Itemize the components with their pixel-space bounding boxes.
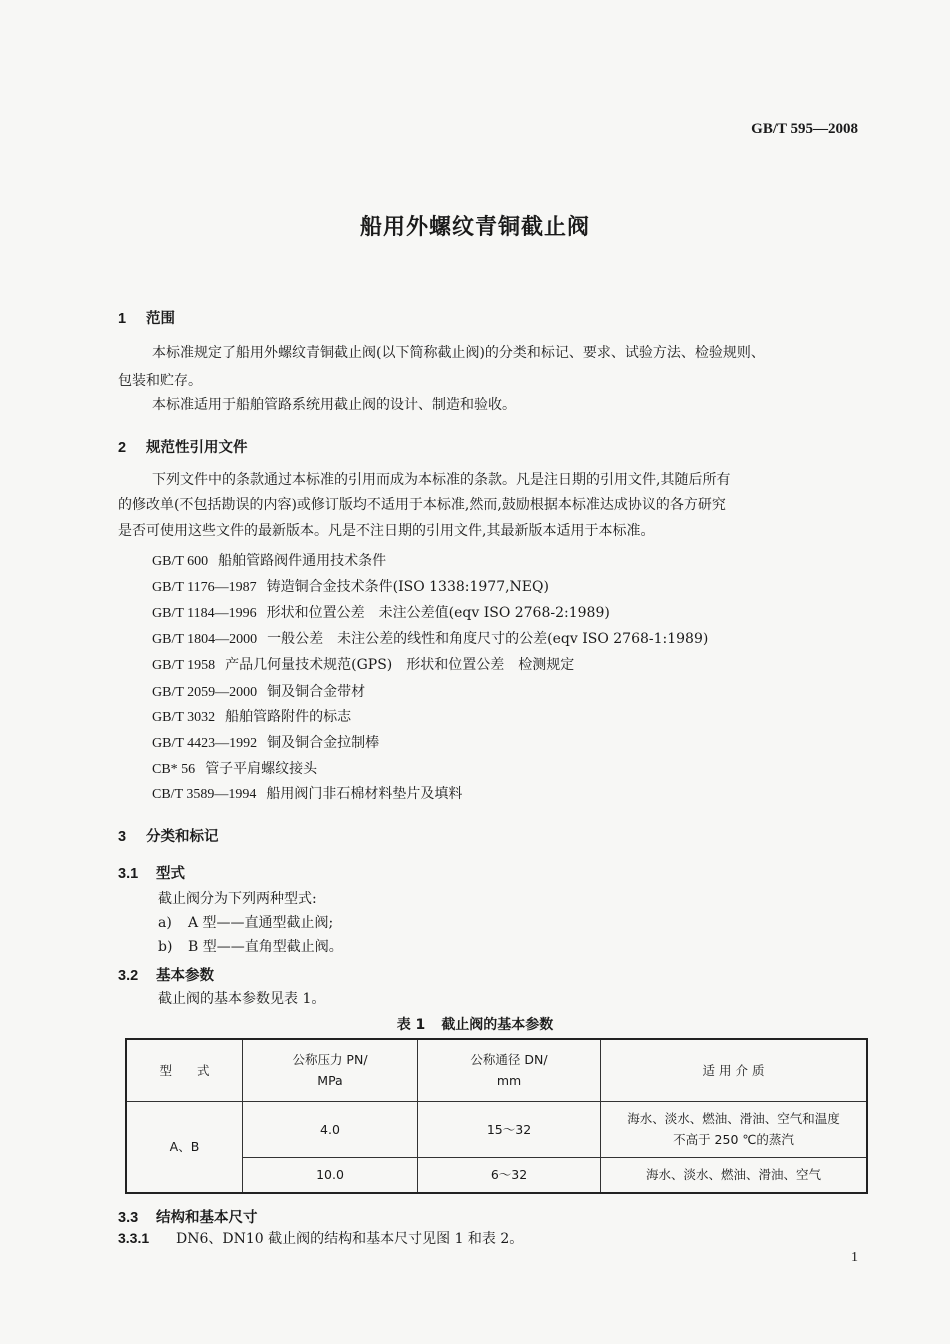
reference-code: GB/T 1958	[152, 658, 216, 673]
reference-item	[152, 681, 365, 701]
header-medium: 适 用 介 质	[601, 1039, 868, 1101]
section-title: 型式	[156, 866, 185, 882]
section-title: 结构和基本尺寸	[156, 1210, 258, 1226]
paragraph: 本标准适用于船舶管路系统用截止阀的设计、制造和验收。	[152, 397, 516, 413]
reference-code: GB/T 1804—2000	[152, 632, 258, 647]
paragraph: DN6、DN10 截止阀的结构和基本尺寸见图 1 和表 2。	[176, 1231, 524, 1247]
reference-title: 一般公差 未注公差的线性和角度尺寸的公差(eqv ISO 2768-1:1989)	[267, 631, 709, 647]
reference-code: CB* 56	[152, 762, 196, 777]
reference-item	[152, 576, 549, 596]
paragraph: 的修改单(不包括勘误的内容)或修订版均不适用于本标准,然而,鼓励根据本标准达成协议的各方研究	[118, 497, 726, 513]
subsection-3-2-heading	[118, 964, 214, 985]
paragraph: 截止阀分为下列两种型式:	[158, 891, 317, 907]
header-pn-line2: MPa	[317, 1073, 343, 1089]
reference-item	[152, 602, 610, 622]
basic-parameters-table	[125, 1038, 868, 1194]
list-text: A 型——直通型截止阀;	[188, 915, 334, 931]
reference-code: GB/T 2059—2000	[152, 685, 258, 700]
cell-medium-line1: 海水、淡水、燃油、滑油、空气和温度	[627, 1111, 840, 1126]
reference-title: 形状和位置公差 未注公差值(eqv ISO 2768-2:1989)	[266, 605, 610, 621]
cell-medium	[601, 1101, 868, 1157]
reference-item	[152, 758, 317, 778]
reference-code: GB/T 1184—1996	[152, 606, 257, 621]
header-pn-line1: 公称压力 PN/	[292, 1052, 368, 1068]
table-caption	[0, 1014, 950, 1034]
reference-code: GB/T 600	[152, 554, 209, 569]
cell-medium-line2: 不高于 250 ℃的蒸汽	[673, 1132, 794, 1147]
section-3-heading	[118, 825, 219, 846]
list-label: a)	[158, 915, 172, 931]
section-2-heading	[118, 436, 248, 457]
cell-pn: 10.0	[243, 1157, 418, 1193]
paragraph: 是否可使用这些文件的最新版本。凡是不注日期的引用文件,其最新版本适用于本标准。	[118, 523, 655, 539]
cell-medium: 海水、淡水、燃油、滑油、空气	[601, 1157, 868, 1193]
table-row	[126, 1101, 867, 1157]
reference-code: GB/T 1176—1987	[152, 580, 257, 595]
paragraph: 包装和贮存。	[118, 373, 202, 389]
reference-title: 船舶管路附件的标志	[225, 709, 352, 725]
section-number: 3.3.1	[118, 1230, 150, 1246]
list-label: b)	[158, 939, 173, 955]
section-title: 基本参数	[156, 968, 214, 984]
list-item	[158, 910, 333, 936]
reference-item	[152, 628, 708, 648]
section-title: 范围	[146, 311, 175, 327]
paragraph: 本标准规定了船用外螺纹青铜截止阀(以下简称截止阀)的分类和标记、要求、试验方法、检验规则、	[152, 345, 765, 361]
header-pn	[243, 1039, 418, 1101]
header-type: 型 式	[126, 1039, 243, 1101]
section-number: 3	[118, 829, 127, 845]
table-caption-text: 截止阀的基本参数	[441, 1017, 554, 1033]
section-number: 3.2	[118, 968, 139, 984]
paragraph: 截止阀的基本参数见表 1。	[158, 991, 326, 1007]
section-number: 3.1	[118, 866, 139, 882]
section-1-heading	[118, 307, 175, 328]
reference-code: GB/T 3032	[152, 710, 216, 725]
list-item	[158, 934, 343, 960]
section-title: 分类和标记	[146, 829, 219, 845]
reference-item	[152, 706, 351, 726]
standard-number: GB/T 595—2008	[751, 121, 858, 137]
reference-item	[152, 732, 379, 752]
reference-item	[152, 783, 462, 803]
section-number: 3.3	[118, 1210, 139, 1226]
reference-title: 铜及铜合金拉制棒	[267, 735, 380, 751]
paragraph: 下列文件中的条款通过本标准的引用而成为本标准的条款。凡是注日期的引用文件,其随后所有	[152, 472, 731, 488]
section-number: 2	[118, 440, 127, 456]
subsection-3-3-1	[118, 1225, 523, 1252]
header-dn-line2: mm	[496, 1073, 522, 1089]
subsection-3-1-heading	[118, 862, 185, 883]
table-header-row	[126, 1039, 867, 1101]
document-title: 船用外螺纹青铜截止阀	[359, 215, 590, 240]
cell-dn: 15～32	[418, 1101, 601, 1157]
reference-item	[152, 654, 574, 674]
header-dn-line1: 公称通径 DN/	[470, 1052, 548, 1068]
section-number: 1	[118, 311, 127, 327]
cell-type: A、B	[126, 1101, 243, 1193]
reference-item	[152, 550, 386, 570]
reference-title: 船舶管路阀件通用技术条件	[218, 553, 387, 569]
section-title: 规范性引用文件	[146, 440, 248, 456]
reference-code: CB/T 3589—1994	[152, 787, 257, 802]
page-number: 1	[851, 1250, 858, 1265]
cell-dn: 6～32	[418, 1157, 601, 1193]
cell-pn: 4.0	[243, 1101, 418, 1157]
reference-title: 铸造铜合金技术条件(ISO 1338:1977,NEQ)	[266, 579, 549, 595]
list-text: B 型——直角型截止阀。	[188, 939, 343, 955]
table-number: 表 1	[396, 1017, 426, 1033]
reference-title: 产品几何量技术规范(GPS) 形状和位置公差 检测规定	[225, 657, 575, 673]
reference-title: 铜及铜合金带材	[267, 684, 366, 700]
reference-code: GB/T 4423—1992	[152, 736, 258, 751]
reference-title: 船用阀门非石棉材料垫片及填料	[266, 786, 463, 802]
reference-title: 管子平肩螺纹接头	[205, 761, 318, 777]
subsection-3-3-heading	[118, 1206, 258, 1227]
header-dn	[418, 1039, 601, 1101]
